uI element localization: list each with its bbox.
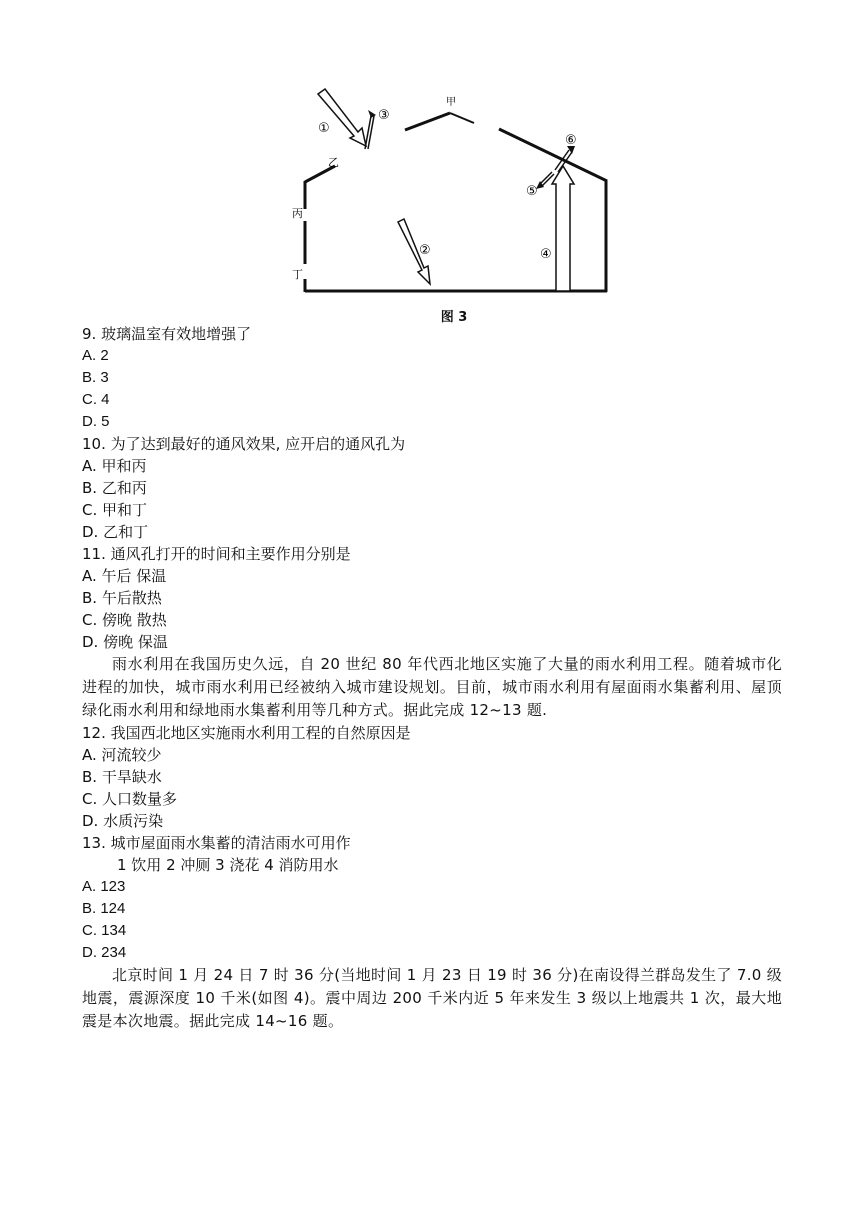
q9-option-d: D. 5: [82, 413, 110, 430]
arrow-4-ground-radiation: [552, 166, 574, 291]
q10-option-c: C. 甲和丁: [82, 501, 148, 519]
q13-option-d: D. 234: [82, 944, 127, 961]
q13-option-b: B. 124: [82, 900, 126, 917]
q13-choices: 1 饮用 2 冲厕 3 浇花 4 消防用水: [117, 856, 339, 874]
q10-stem: 10. 为了达到最好的通风效果, 应开启的通风孔为: [82, 435, 406, 453]
vent-jia-left: [405, 113, 450, 130]
q12-stem: 12. 我国西北地区实施雨水利用工程的自然原因是: [82, 724, 411, 742]
greenhouse-diagram: [288, 86, 620, 301]
passage-earthquake: 北京时间 1 月 24 日 7 时 36 分(当地时间 1 月 23 日 19 时 36 分)在南设得兰群岛发生了 7.0 级地震，震源深度 10 千米(如图 4)。震中周边 200 千米内近 5 年来发生 3 级以上地震共 1 次，最大地震是本次地震。据此完成 14~16 题。: [82, 966, 782, 1030]
figure-caption: 图 3: [440, 310, 468, 325]
q9-stem: 9. 玻璃温室有效地增强了: [82, 325, 252, 343]
greenhouse-right-roof: [499, 129, 607, 181]
greenhouse-figure: [288, 86, 620, 326]
q12-option-d: D. 水质污染: [82, 812, 164, 830]
q12-option-c: C. 人口数量多: [82, 790, 178, 808]
label-n6: ⑥: [565, 133, 577, 148]
label-n3: ③: [378, 108, 390, 123]
q11-option-c: C. 傍晚 散热: [82, 611, 167, 629]
q12-option-b: B. 干旱缺水: [82, 768, 162, 786]
exam-content: [82, 323, 782, 1033]
q13-option-a: A. 123: [82, 878, 126, 895]
label-n4: ④: [540, 247, 552, 262]
q9-option-c: C. 4: [82, 391, 110, 408]
q10-option-b: B. 乙和丙: [82, 479, 147, 497]
label-bing: 丙: [292, 207, 303, 220]
arrow-1-incoming-radiation: [318, 89, 366, 146]
q13-stem: 13. 城市屋面雨水集蓄的清洁雨水可用作: [82, 834, 351, 852]
q11-stem: 11. 通风孔打开的时间和主要作用分别是: [82, 545, 351, 563]
label-ding: 丁: [292, 268, 303, 281]
q11-option-d: D. 傍晚 保温: [82, 633, 168, 651]
label-n2: ②: [419, 243, 431, 258]
q9-option-b: B. 3: [82, 369, 109, 386]
q12-option-a: A. 河流较少: [82, 746, 162, 764]
q10-option-d: D. 乙和丁: [82, 523, 149, 541]
arrow-3-reflection: [365, 116, 371, 149]
q11-option-b: B. 午后散热: [82, 589, 162, 607]
passage-rainwater: 雨水利用在我国历史久远，自 20 世纪 80 年代西北地区实施了大量的雨水利用工程。随着城市化进程的加快，城市雨水利用已经被纳入城市建设规划。目前，城市雨水利用有屋面雨水集蓄利用、屋顶绿化雨水利用和绿地雨水集蓄利用等几种方式。据此完成 12~13 题.: [82, 655, 782, 719]
label-n1: ①: [318, 121, 330, 136]
q9-option-a: A. 2: [82, 347, 109, 364]
label-jia: 甲: [446, 97, 456, 108]
vent-jia-right: [450, 113, 474, 123]
q13-option-c: C. 134: [82, 922, 127, 939]
label-n5: ⑤: [526, 184, 538, 199]
label-yi: 乙: [328, 156, 339, 169]
q11-option-a: A. 午后 保温: [82, 567, 167, 585]
q10-option-a: A. 甲和丙: [82, 457, 147, 475]
